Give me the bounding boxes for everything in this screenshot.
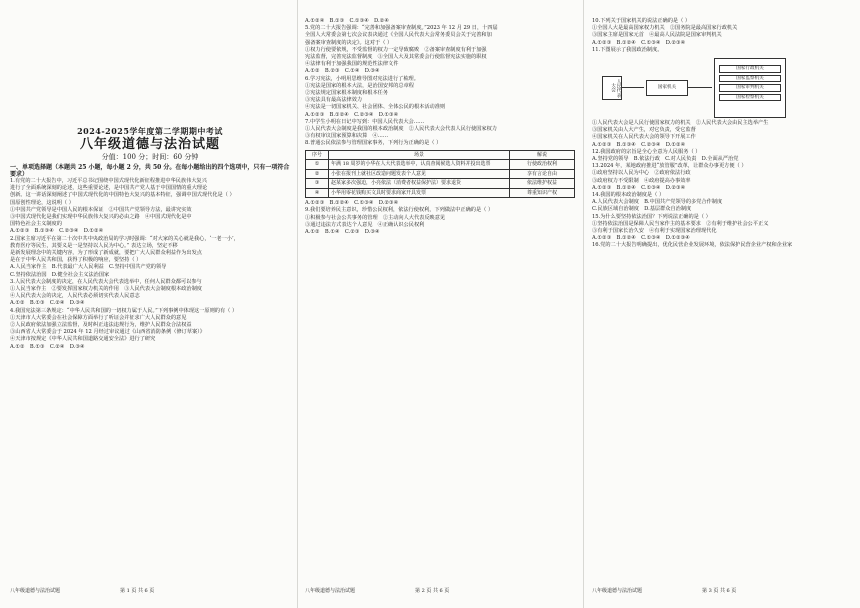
table-header: 解说 — [510, 150, 575, 160]
footer-page-number: 第 2 页 共 6 页 — [415, 588, 450, 594]
question-line: ①宪法是国家的根本大法，是治国安邦的总章程 — [305, 82, 414, 89]
table-row — [306, 160, 575, 170]
question-line: A.①② B.①③ C.②④ D.③④ — [10, 343, 85, 350]
question-line: 15.为什么要坚持依法治国？下列说法正确的是（ ） — [592, 213, 711, 220]
question-line: 3.人民代表大会制度的决定，在人民代表大会代表选举中，任何人民群众都可以参与 — [10, 278, 202, 285]
table-cell: 行使政治权利 — [510, 160, 575, 170]
question-line: 16.党的二十大报告明确提出，优化民营企业发展环境，依法保护民营企业产权和企业家 — [592, 242, 793, 249]
table-cell: 年满 18 周岁的小华在人大代表选举中，认真查阅候选人资料并投出选票 — [329, 160, 510, 170]
table-cell: 享有言论自由 — [510, 169, 575, 179]
question-line: ①人民代表大会制度是我国的根本政治制度 ②人民代表大会代表人民行使国家权力 — [305, 126, 497, 133]
question-line: A.①② B.①③ C.②④ D.③④ — [10, 300, 85, 307]
question-line: 10.下列关于国家机关的说法正确的是（ ） — [592, 18, 691, 24]
footer-title: 八年级道德与法治试题 — [305, 588, 356, 594]
exam-meta: 分值：100 分；时间：60 分钟 — [101, 153, 199, 162]
table-header: 场景 — [329, 150, 510, 160]
scenario-table — [305, 150, 575, 199]
table-row — [306, 169, 575, 179]
question-line: ①政府坚持以人民为中心 ②政府依法行政 — [592, 170, 691, 177]
page-3 — [592, 18, 850, 594]
question-line: 宪法监督，完善宪法监督制度 ③全国人大及其常委会行使监督宪法实施的职权 — [305, 54, 487, 61]
table-caption: 8.普通公民依法参与管理国家事务，下列行为正确的是（ ） — [305, 140, 442, 147]
question-line: A.①②③ B.①③④ C.②③④ D.①②④ — [592, 141, 686, 148]
question-line: 是新发展理念中的关键内容，为了形成了新成就，要把广大人民群众利益作为出发点 — [10, 250, 202, 257]
question-line: 是在于中华人民共和国，获得了积极的响应，要坚持（ ） — [10, 257, 142, 264]
question-line: ①坚持依法治国是保障人民当家作主的基本要求 ②有利于维护社会公平正义 — [592, 220, 769, 227]
page-1 — [10, 18, 290, 594]
table-cell: 依法维护权益 — [510, 179, 575, 189]
diagram-item: 国家检察机关 — [719, 94, 781, 102]
question-line: A.人民代表大会制度 B.中国共产党领导的多党合作制度 — [592, 199, 723, 206]
table-cell: ③ — [306, 179, 329, 189]
question-line: 6.学习宪法，小明用思维导图对宪法进行了梳理。 — [305, 75, 419, 82]
question-line: ④宪法是一切国家机关、社会团体、全体公民的根本活动准则 — [305, 104, 446, 111]
question-line: ③宪法具有最高法律效力 — [305, 97, 363, 104]
table-cell: 尊重知识产权 — [510, 188, 575, 198]
question-line: ④法律有利于加强我国的规范性法律文件 — [305, 61, 399, 68]
diagram-item: 国家审判机关 — [719, 84, 781, 92]
school-year-heading: 2024-2025学年度第二学期期中考试 — [77, 126, 223, 136]
question-line: ①天津市人大常委会在社会保障方面举行了听证会并征求广大人民群众的意见 — [10, 314, 187, 321]
question-line: ③政府权力不受限制 ④政府提高办事效率 — [592, 177, 691, 184]
question-block — [592, 18, 850, 54]
question-line: 强备案审查制度的决定》。这对于（ ） — [305, 39, 393, 46]
question-line: 进行了全面系统深刻的论述，这些重要论述，是中国共产党人基于中国国情的重大理论 — [10, 185, 208, 192]
question-line: ④天津市按规定《中华人民共和国道路交通安全法》进行了研究 — [10, 336, 156, 343]
diagram-arrow — [622, 87, 644, 88]
question-line: A.①② B.②③ C.①④ D.③④ — [305, 68, 380, 75]
footer-title: 八年级道德与法治试题 — [592, 588, 643, 594]
question-line: ③通过违法方式表达个人意见 ④正确认识公民权利 — [305, 221, 425, 228]
question-line: 7.中学生小明在日记中写到：中国人民代表大会…… — [305, 118, 425, 125]
question-line: ③国家主席是国家元首 ④最高人民法院是国家审判机关 — [592, 32, 722, 39]
diagram-item: 国家监察机关 — [719, 75, 781, 83]
question-line: 12.我国政府的宗旨是全心全意为人民服务（ ） — [592, 148, 701, 155]
question-line: 4.我国宪法第三条规定：“中华人民共和国的一切权力属于人民。”下列事例中体现这一原则的有（ ） — [10, 307, 238, 314]
question-line: 9.我们要培养民主意识，珍惜公民权利，依法行使权利，下列做法中正确的是（ ） — [305, 207, 494, 214]
section-heading: 一、单项选择题（本题共 25 小题，每小题 2 分，共 50 分。在每小题给出的四个选项中，只有一项符合要求） — [10, 163, 290, 178]
question-line: C.民族区域自治制度 D.基层群众自治制度 — [592, 206, 692, 213]
question-line: ③国家机关由人大产生，对它负责，受它监督 — [592, 127, 696, 134]
diagram-right-box — [714, 58, 786, 118]
question-line: ①全国人大是最高国家权力机关 ②国务院是最高国家行政机关 — [592, 25, 738, 32]
question-line: ①权力行使要依规，不受监督的权力一定导致腐败 ②备案审查制度有利于加强 — [305, 46, 487, 53]
table-row — [306, 179, 575, 189]
diagram-arrow — [688, 87, 712, 88]
diagram-item: 国家行政机关 — [719, 65, 781, 73]
question-line: ②人民政府依法加强立法监督，及时纠正违法违规行为，维护人民群众合法权益 — [10, 322, 192, 329]
question-line: 教育医疗等民生，其要义是一是坚持以人民为中心。” 表达立场，坚定不移 — [10, 242, 178, 249]
footer-page-number: 第 3 页 共 6 页 — [702, 588, 737, 594]
page-divider — [583, 0, 584, 608]
footer-title: 八年级道德与法治试题 — [10, 588, 61, 594]
political-system-diagram — [602, 56, 832, 118]
question-line: A.①②③ B.①②④ C.②③④ D.①③④ — [305, 111, 399, 118]
question-block — [305, 18, 575, 140]
question-line: 国原创性理论，这说明（ ） — [10, 199, 74, 206]
footer-page-number: 第 1 页 共 6 页 — [120, 588, 155, 594]
question-line: C.坚持依法治国 D.健全社会主义法治国家 — [10, 271, 110, 278]
question-line: ①人民代表大会是人民行使国家权力的机关 ②人民代表大会由民主选举产生 — [592, 120, 769, 127]
question-line: A.①②③ B.①②④ C.①③④ D.②③④ — [592, 184, 686, 191]
table-cell: 小华用零花钱购买文具时要求商家开具发票 — [329, 188, 510, 198]
exam-title: 八年级道德与法治试题 — [79, 137, 220, 153]
table-cell: ② — [306, 169, 329, 179]
question-line: 14.我国的根本政治制度是（ ） — [592, 192, 665, 199]
question-line: ②宪法规定国家根本制度和根本任务 — [305, 90, 389, 97]
question-line: 创新。这一讲话深刻阐述了中国式现代化的中国特色大复兴的基本特征，强调中国式现代化是（ ） — [10, 192, 235, 199]
table-row — [306, 188, 575, 198]
question-line: A.坚持党的领导 B.依法行政 C.对人民负责 D.全面从严治党 — [592, 156, 739, 163]
question-line: A.①②④ B.①③ C.①③④ D.②④ — [305, 18, 389, 24]
question-block — [592, 120, 850, 250]
question-line: 国特色社会主义制度的 — [10, 221, 62, 228]
question-line: ①积极参与社会公共事务的管理 ②主动向人大代表反映意见 — [305, 214, 446, 221]
question-line: 11.下图展示了我国政治制度。 — [592, 46, 663, 53]
question-line: ③有权审议国家预算和决算 ④…… — [305, 133, 389, 140]
question-line: ①人民当家作主 ②要发挥国家权力机关的作用 ③人民代表大会制度根本政治制度 — [10, 286, 202, 293]
question-line: 13.2024 年，某地政府推进“放管服”改革，让群众办事更方便（ ） — [592, 163, 747, 170]
question-line: 5.党的二十大报告强调：“完善和加强备案审查制度。”2023 年 12 月 29 日，十四届 — [305, 25, 498, 32]
question-line: A.①② B.①④ C.②③ D.③④ — [305, 228, 380, 235]
question-line: ③中国式现代化是我们实现中华民族伟大复兴的必由之路 ④中国式现代化是中 — [10, 214, 192, 221]
page-divider — [297, 0, 298, 608]
question-line: A.人民当家作主 B.代表最广大人民利益 C.坚持中国共产党的领导 — [10, 264, 167, 271]
question-line: A.①②③ B.①②④ C.①③④ D.②③④ — [305, 200, 399, 207]
question-line: ④国家机关在人民代表大会的领导下开展工作 — [592, 134, 696, 141]
table-cell: 小张在报刊上就社区改造问题发表个人意见 — [329, 169, 510, 179]
table-cell: ④ — [306, 188, 329, 198]
diagram-mid-box: 国家机关 — [646, 80, 688, 96]
question-line: 2.国家主席习近平在第二十次中共中央政治局的学习时强调：“对大家的关心就是我心，‘一老一小’， — [10, 235, 239, 242]
question-line: 全国人大常委会第七次会议表决通过《全国人民代表大会常务委员会关于完善和加 — [305, 32, 492, 39]
question-line: ①中国共产党领导是中国人民的根本保证 ②中国共产党领导方法，最讲究实效 — [10, 206, 192, 213]
question-line: A.①②③ B.①②④ C.①③④ D.①②③④ — [592, 235, 690, 242]
table-cell: 赵某家多次强迫，小亮依法（消费者权益保护法）要求退货 — [329, 179, 510, 189]
diagram-left-box: 人民代表大会 — [602, 76, 622, 100]
question-block — [10, 178, 290, 351]
question-block — [305, 200, 575, 236]
question-line: 1.有党的二十大报告中，习近平总书记围绕中国式现代化新征程推进中华民族伟大复兴 — [10, 178, 207, 185]
question-line: A.①②③ B.①③④ C.②③④ D.①②④ — [10, 228, 104, 235]
table-header: 序号 — [306, 150, 329, 160]
question-line: A.①②③ B.①②④ C.①③④ D.②③④ — [592, 39, 686, 46]
question-line: ④人民代表大会的决定，人民代表必须切实代表人民意志 — [10, 293, 140, 300]
question-line: ③山西省人大常委会于 2024 年 12 月经过审议通过《山西省消防条例（修订草案）》 — [10, 329, 205, 336]
table-cell: ① — [306, 160, 329, 170]
question-line: ③有利于国家长治久安 ④有利于实现国家治理现代化 — [592, 228, 717, 235]
page-2 — [305, 18, 575, 594]
